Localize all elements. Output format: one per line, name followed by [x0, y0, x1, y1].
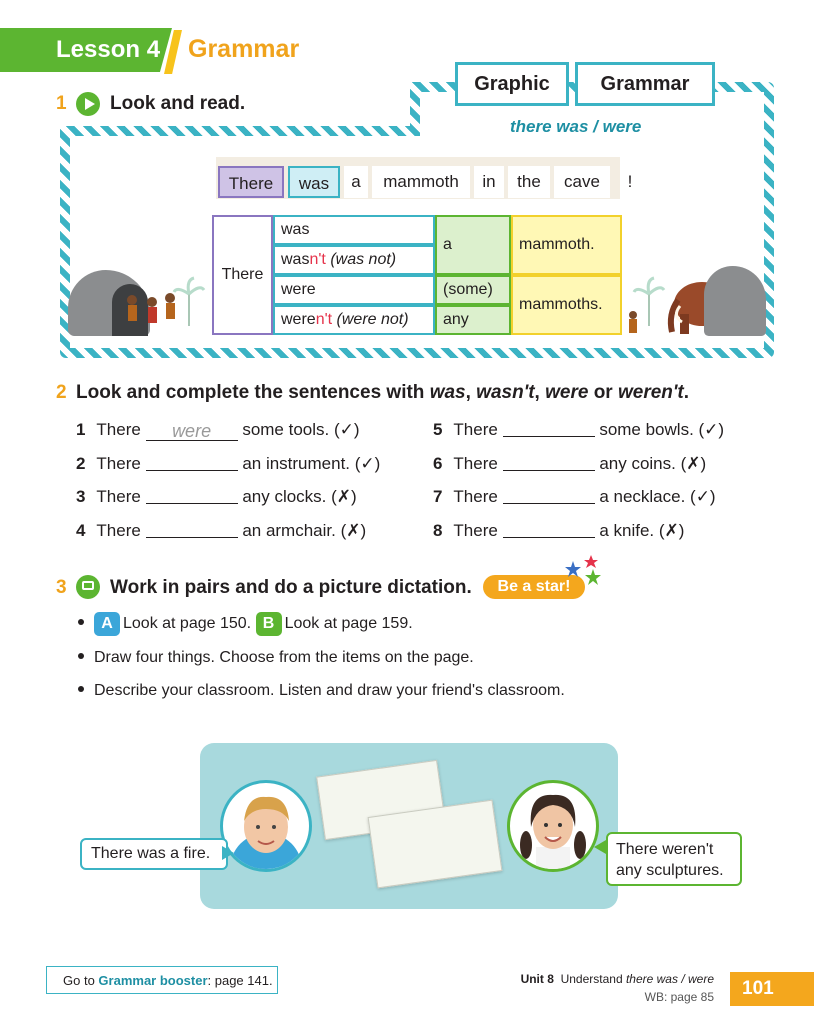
speech-bubble-left-tail — [222, 846, 234, 860]
exercise-item-2: 2 There an instrument. (✓) — [76, 454, 381, 473]
exercise-item-6: 6 There any coins. (✗) — [433, 454, 707, 473]
graphic-label: Graphic — [455, 62, 569, 106]
answer-field-2[interactable] — [146, 454, 238, 471]
word-in: in — [474, 166, 504, 198]
answer-field-8[interactable] — [503, 521, 595, 538]
grammar-booster-link[interactable]: Go to Grammar booster: page 141. — [46, 966, 278, 994]
grammar-label: Grammar — [575, 62, 715, 106]
table-verb-were: were — [273, 275, 435, 305]
table-verb-was: was — [273, 215, 435, 245]
answer-field-4[interactable] — [146, 521, 238, 538]
play-audio-icon[interactable] — [76, 92, 100, 116]
grammar-topic: there was / were — [510, 117, 642, 136]
table-noun-plural: mammoths. — [511, 275, 622, 335]
word-a: a — [344, 166, 368, 198]
section-1-number: 1 — [56, 93, 67, 114]
table-subject: There — [212, 215, 273, 335]
word-cave: cave — [554, 166, 610, 198]
word-there: There — [218, 166, 284, 198]
stars-icon — [563, 555, 605, 587]
exercise-item-4: 4 There an armchair. (✗) — [76, 521, 367, 540]
answer-field-5[interactable] — [503, 420, 595, 437]
cavemen-illustration — [118, 290, 180, 336]
table-noun-singular: mammoth. — [511, 215, 622, 275]
bullet-draw: Draw four things. Choose from the items on the page. — [78, 649, 474, 667]
table-article-some: (some) — [435, 275, 511, 305]
table-verb-werent: were n't (were not) — [273, 305, 435, 335]
bullet-describe: Describe your classroom. Listen and draw your friend's classroom. — [78, 682, 565, 700]
speech-bubble-left: There was a fire. — [80, 838, 228, 870]
section-2-number: 2 — [56, 382, 67, 403]
unit-info: Unit 8 Understand there was / were — [520, 972, 714, 986]
girl-avatar — [507, 780, 599, 872]
section-3-number: 3 — [56, 577, 67, 598]
word-the: the — [508, 166, 550, 198]
exercise-item-8: 8 There a knife. (✗) — [433, 521, 685, 540]
page-number: 101 — [730, 972, 814, 1006]
lesson-label: Lesson 4 — [56, 36, 161, 63]
section-1-instruction: Look and read. — [110, 93, 246, 114]
partner-b-tag: B — [256, 612, 282, 636]
cave-right-illustration — [704, 266, 766, 336]
bullet-pages: A Look at page 150. B Look at page 159. — [78, 612, 413, 636]
section-3-instruction: Work in pairs and do a picture dictation. — [110, 577, 472, 598]
word-mammoth: mammoth — [372, 166, 470, 198]
table-verb-wasnt: was n't (was not) — [273, 245, 435, 275]
section-2-instruction: Look and complete the sentences with was, wasn't, were or weren't. — [76, 382, 690, 403]
word-exclamation: ! — [627, 172, 633, 191]
exercise-item-1: 1 There were some tools. (✓) — [76, 420, 360, 441]
workbook-reference: WB: page 85 — [644, 990, 714, 1004]
exercise-item-5: 5 There some bowls. (✓) — [433, 420, 725, 439]
table-article-a: a — [435, 215, 511, 275]
word-was: was — [288, 166, 340, 198]
be-a-star-badge: Be a star! — [483, 575, 585, 599]
answer-field-6[interactable] — [503, 454, 595, 471]
exercise-item-3: 3 There any clocks. (✗) — [76, 487, 357, 506]
palm-tree-left-icon — [172, 276, 206, 326]
grammar-table — [212, 215, 622, 335]
answer-field-1[interactable]: were — [146, 424, 238, 441]
exercise-item-7: 7 There a necklace. (✓) — [433, 487, 716, 506]
answer-field-3[interactable] — [146, 487, 238, 504]
speech-bubble-right: There weren't any sculptures. — [606, 832, 742, 886]
answer-field-7[interactable] — [503, 487, 595, 504]
page-title: Grammar — [188, 35, 300, 63]
speech-bubble-right-tail — [594, 840, 606, 854]
caveman-right-illustration — [626, 310, 640, 336]
partner-a-tag: A — [94, 612, 120, 636]
pair-work-icon — [76, 575, 100, 599]
table-article-any: any — [435, 305, 511, 335]
